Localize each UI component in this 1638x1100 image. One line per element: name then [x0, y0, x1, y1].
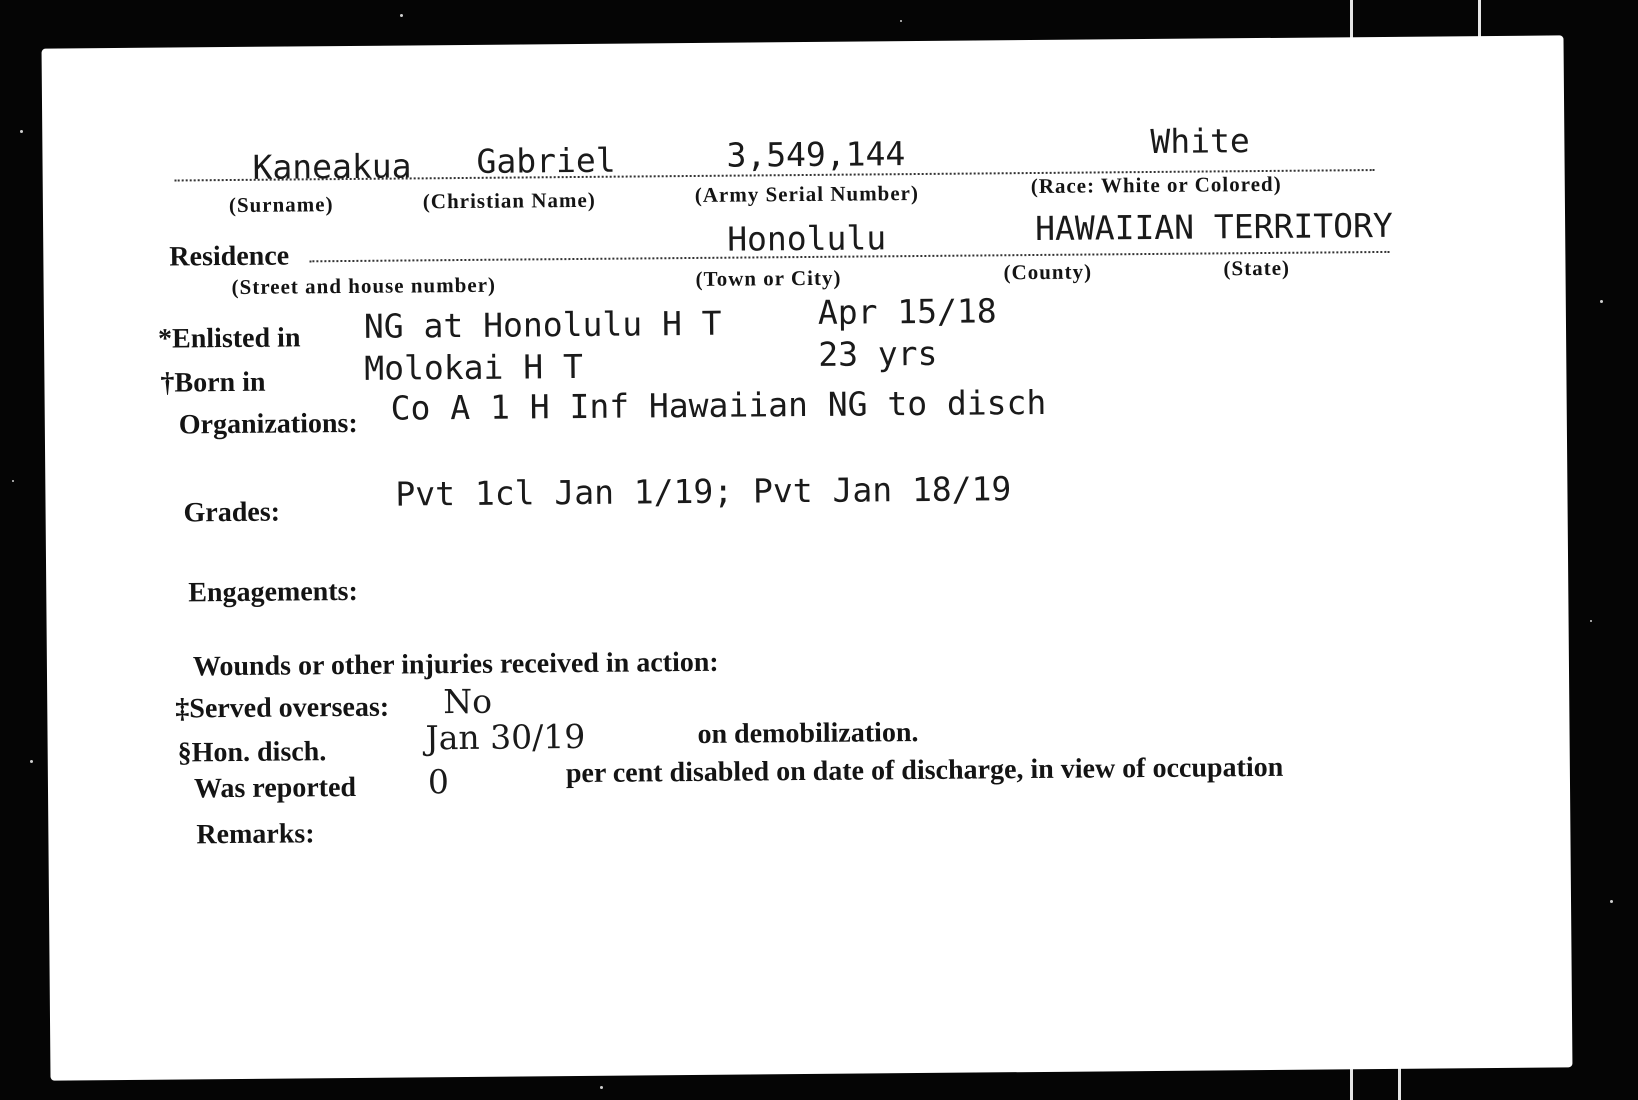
enlisted-label: *Enlisted in — [157, 322, 301, 355]
percent-disabled-value: 0 — [427, 762, 450, 802]
town-value: Honolulu — [727, 218, 887, 259]
residence-label: Residence — [169, 240, 290, 273]
hon-disch-date-value: Jan 30/19 — [425, 716, 586, 758]
served-overseas-value: No — [443, 681, 493, 722]
demobilization-text: on demobilization. — [697, 717, 919, 750]
state-value: HAWAIIAN TERRITORY — [1034, 205, 1393, 248]
disabled-text: per cent disabled on date of discharge, in view of occupation — [565, 751, 1284, 790]
remarks-label: Remarks: — [196, 818, 315, 851]
surname-value: Kaneakua — [252, 146, 412, 187]
film-edge-line — [1350, 0, 1353, 42]
surname-caption: (Surname) — [228, 192, 334, 218]
serial-number-caption: (Army Serial Number) — [694, 181, 920, 207]
engagements-label: Engagements: — [188, 575, 358, 609]
enlisted-place-value: NG at Honolulu H T — [363, 303, 722, 346]
christian-name-caption: (Christian Name) — [422, 187, 596, 214]
dust-speck — [20, 130, 23, 133]
christian-name-value: Gabriel — [476, 140, 616, 181]
hon-disch-label: §Hon. disch. — [177, 736, 327, 769]
was-reported-label: Was reported — [193, 771, 357, 805]
serial-number-value: 3,549,144 — [726, 134, 906, 175]
born-label: †Born in — [160, 366, 266, 399]
wounds-label: Wounds or other injuries received in action: — [192, 646, 719, 683]
state-caption: (State) — [1223, 255, 1291, 281]
service-record-card — [42, 35, 1573, 1080]
born-place-value: Molokai H T — [364, 346, 584, 388]
race-caption: (Race: White or Colored) — [1030, 171, 1282, 199]
dust-speck — [1590, 620, 1592, 622]
grades-label: Grades: — [183, 496, 281, 529]
organizations-label: Organizations: — [178, 407, 358, 441]
organizations-value: Co A 1 H Inf Hawaiian NG to disch — [390, 382, 1047, 428]
town-caption: (Town or City) — [695, 265, 842, 291]
dust-speck — [1610, 900, 1613, 903]
county-caption: (County) — [1003, 259, 1093, 285]
grades-value: Pvt 1cl Jan 1/19; Pvt Jan 18/19 — [395, 469, 1012, 514]
dust-speck — [1600, 300, 1603, 303]
dust-speck — [600, 1086, 603, 1089]
served-overseas-label: ‡Served overseas: — [175, 691, 390, 725]
dust-speck — [900, 20, 902, 22]
dust-speck — [400, 14, 403, 17]
dust-speck — [12, 480, 14, 482]
age-value: 23 yrs — [818, 333, 938, 374]
race-value: White — [1150, 121, 1250, 161]
street-caption: (Street and house number) — [231, 272, 497, 300]
enlisted-date-value: Apr 15/18 — [817, 291, 997, 332]
dust-speck — [30, 760, 33, 763]
